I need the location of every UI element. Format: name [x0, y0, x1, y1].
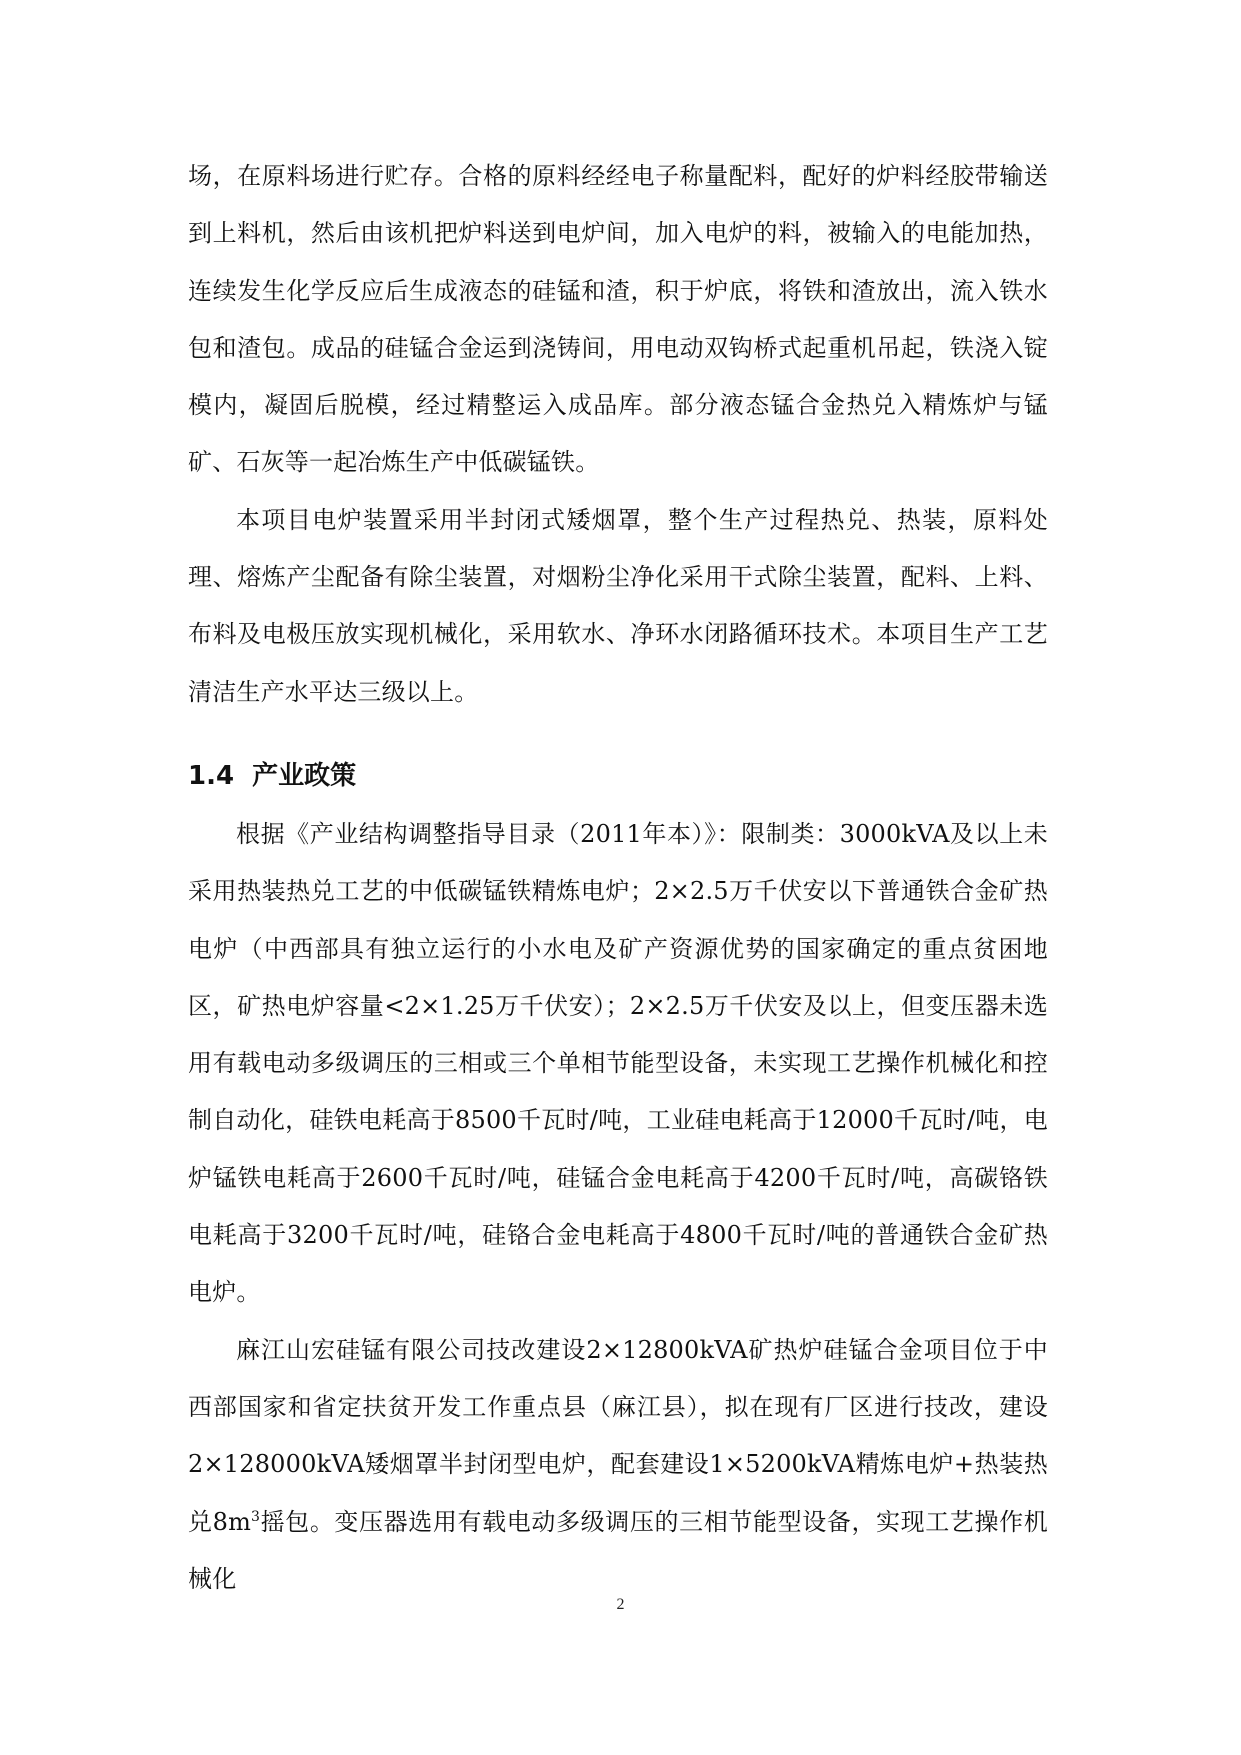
section-heading — [188, 753, 1048, 799]
paragraph-project-text-end: 摇包。变压器选用有载电动多级调压的三相节能型设备，实现工艺操作机械化 — [188, 1507, 1048, 1593]
paragraph-policy-catalog: 根据《产业结构调整指导目录（2011年本）》：限制类：3000kVA及以上未采用热装热兑工艺的中低碳锰铁精炼电炉；2×2.5万千伏安以下普通铁合金矿热电炉（中西部具有独立运行的小水电及矿产资源优势的国家确定的重点贫困地区，矿热电炉容量<2×1.25万千伏安）；2×2.5万千伏安及以上，但变压器未选用有载电动多级调压的三相或三个单相节能型设备，未实现工艺操作机械化和控制自动化，硅铁电耗高于8500千瓦时/吨，工业硅电耗高于12000千瓦时/吨，电炉锰铁电耗高于2600千瓦时/吨，硅锰合金电耗高于4200千瓦时/吨，高碳铬铁电耗高于3200千瓦时/吨，硅铬合金电耗高于4800千瓦时/吨的普通铁合金矿热电炉。 — [188, 819, 1048, 1307]
section-number: 1.4 — [188, 760, 235, 791]
superscript-cubic: 3 — [251, 1508, 261, 1525]
paragraph-process-description: 场，在原料场进行贮存。合格的原料经经电子称量配料，配好的炉料经胶带输送到上料机，然后由该机把炉料送到电炉间，加入电炉的料，被输入的电能加热，连续发生化学反应后生成液态的硅锰和渣，积于炉底，将铁和渣放出，流入铁水包和渣包。成品的硅锰合金运到浇铸间，用电动双钩桥式起重机吊起，铁浇入锭模内，凝固后脱模，经过精整运入成品库。部分液态锰合金热兑入精炼炉与锰矿、石灰等一起冶炼生产中低碳锰铁。 — [188, 162, 1048, 477]
page-number: 2 — [616, 1596, 625, 1613]
page-content — [188, 148, 1048, 1608]
paragraph-project-text-start: 麻江山宏硅锰有限公司技改建设2×12800kVA矿热炉硅锰合金项目位于中西部国家和省定扶贫开发工作重点县（麻江县），拟在现有厂区进行技改，建设2×128000kVA矮烟罩半封闭型电炉，配套建设1×5200kVA精炼电炉+热装热兑8m — [188, 1335, 1048, 1536]
paragraph-project-compliance — [188, 1322, 1048, 1608]
section-title: 产业政策 — [252, 760, 357, 791]
paragraph-furnace-equipment: 本项目电炉装置采用半封闭式矮烟罩，整个生产过程热兑、热装，原料处理、熔炼产尘配备有除尘装置，对烟粉尘净化采用干式除尘装置，配料、上料、布料及电极压放实现机械化，采用软水、净环水闭路循环技术。本项目生产工艺清洁生产水平达三级以上。 — [188, 505, 1048, 706]
